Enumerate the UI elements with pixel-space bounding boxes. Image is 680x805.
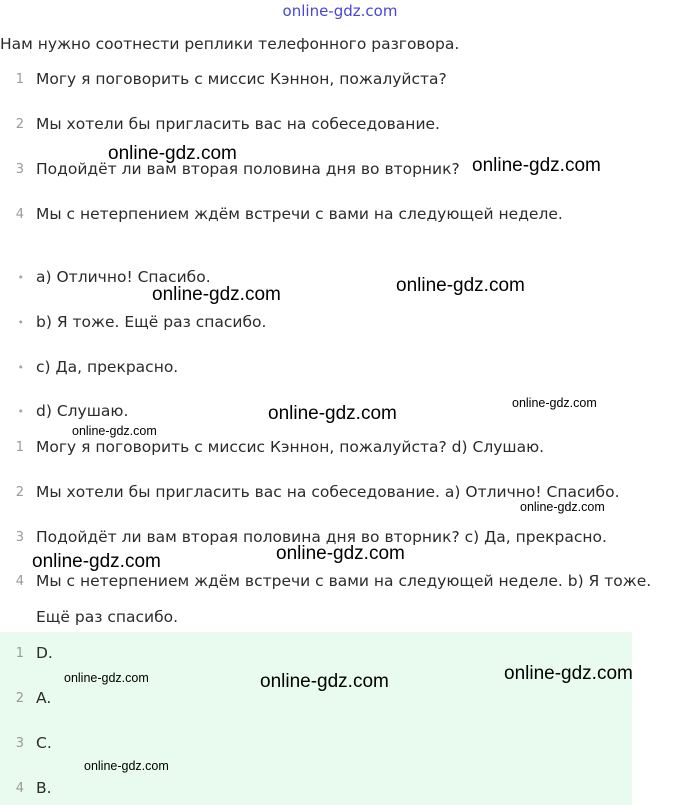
answer-row xyxy=(0,641,53,665)
question-row xyxy=(0,112,440,136)
match-text: Могу я поговорить с миссис Кэннон, пожалуйста? d) Слушаю. xyxy=(36,438,545,456)
answer-text: A. xyxy=(36,689,52,707)
answer-row xyxy=(0,686,51,710)
watermark: online-gdz.com xyxy=(276,543,405,564)
question-number: 1 xyxy=(15,71,24,87)
bullet-icon: • xyxy=(17,315,24,329)
option-row xyxy=(0,399,128,423)
watermark: online-gdz.com xyxy=(260,671,389,692)
option-row xyxy=(0,355,178,379)
match-number: 3 xyxy=(15,529,24,545)
watermark: online-gdz.com xyxy=(520,500,605,514)
option-text: c) Да, прекрасно. xyxy=(36,358,179,376)
match-number: 2 xyxy=(15,484,24,500)
watermark: online-gdz.com xyxy=(512,396,597,410)
header-watermark: online-gdz.com xyxy=(282,2,398,20)
intro-text: Нам нужно соотнести реплики телефонного разговора. xyxy=(0,35,460,53)
bullet-icon: • xyxy=(17,270,24,284)
watermark: online-gdz.com xyxy=(84,759,169,773)
answer-number: 1 xyxy=(15,645,24,661)
watermark: online-gdz.com xyxy=(108,143,237,164)
option-text: a) Отлично! Спасибо. xyxy=(36,268,211,286)
answer-number: 4 xyxy=(15,780,24,796)
question-text: Могу я поговорить с миссис Кэннон, пожалуйста? xyxy=(36,70,447,88)
watermark: online-gdz.com xyxy=(64,671,149,685)
question-number: 3 xyxy=(15,161,24,177)
answer-box xyxy=(0,632,632,805)
answer-number: 3 xyxy=(15,735,24,751)
answer-row xyxy=(0,731,52,755)
match-number: 4 xyxy=(15,573,24,589)
answer-number: 2 xyxy=(15,690,24,706)
watermark: online-gdz.com xyxy=(152,284,281,305)
watermark: online-gdz.com xyxy=(504,663,633,684)
match-text: Подойдёт ли вам вторая половина дня во вторник? c) Да, прекрасно. xyxy=(36,528,607,546)
match-text: Мы с нетерпением ждём встречи с вами на следующей неделе. b) Я тоже. xyxy=(36,572,652,590)
question-row xyxy=(0,202,563,226)
answer-text: D. xyxy=(36,644,53,662)
question-number: 4 xyxy=(15,206,24,222)
match-text: Мы хотели бы пригласить вас на собеседование. a) Отлично! Спасибо. xyxy=(36,483,620,501)
watermark: online-gdz.com xyxy=(268,403,397,424)
answer-row xyxy=(0,776,52,800)
question-row xyxy=(0,67,447,91)
question-text: Мы с нетерпением ждём встречи с вами на следующей неделе. xyxy=(36,205,563,223)
option-text: d) Слушаю. xyxy=(36,402,129,420)
watermark: online-gdz.com xyxy=(472,155,601,176)
answer-text: B. xyxy=(36,779,52,797)
option-row xyxy=(0,310,266,334)
match-row xyxy=(0,435,544,459)
match-continuation: Ещё раз спасибо. xyxy=(36,608,179,626)
watermark: online-gdz.com xyxy=(396,275,525,296)
watermark: online-gdz.com xyxy=(72,424,157,438)
option-text: b) Я тоже. Ещё раз спасибо. xyxy=(36,313,267,331)
answer-text: C. xyxy=(36,734,52,752)
match-number: 1 xyxy=(15,439,24,455)
watermark: online-gdz.com xyxy=(32,551,161,572)
question-number: 2 xyxy=(15,116,24,132)
question-text: Подойдёт ли вам вторая половина дня во вторник? xyxy=(36,160,460,178)
bullet-icon: • xyxy=(17,360,24,374)
question-text: Мы хотели бы пригласить вас на собеседование. xyxy=(36,115,440,133)
bullet-icon: • xyxy=(17,404,24,418)
